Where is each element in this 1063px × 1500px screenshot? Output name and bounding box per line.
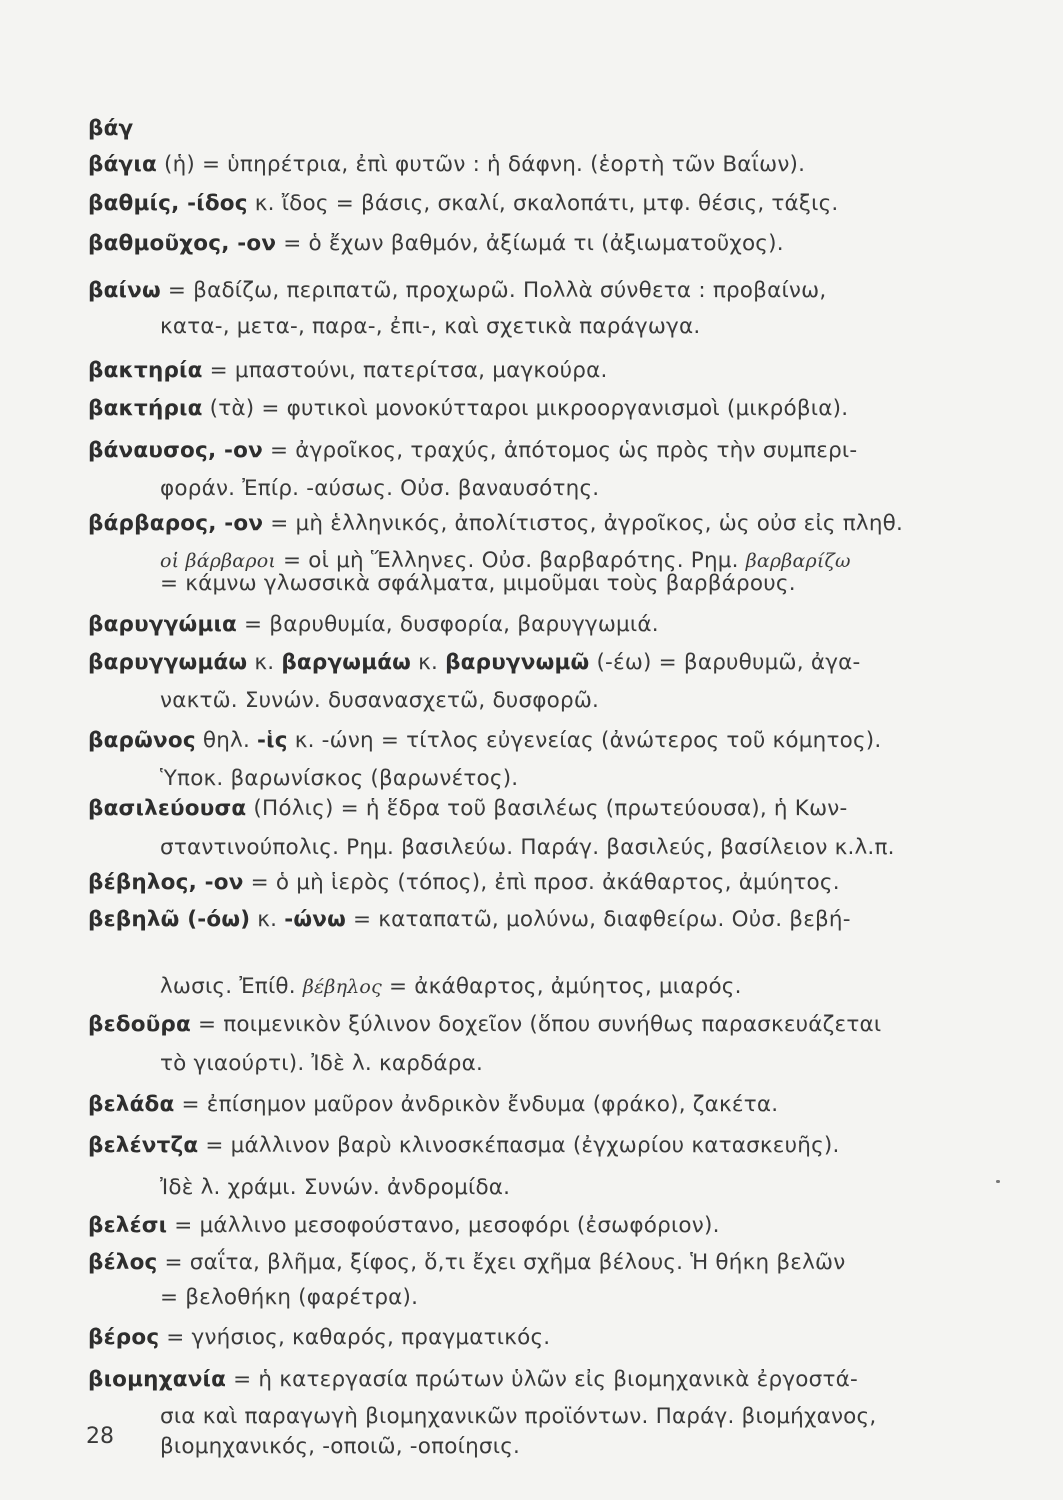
entry-continuation-line xyxy=(160,1404,876,1429)
headword: -ώνω xyxy=(284,907,346,932)
definition-text: (ἡ) = ὑπηρέτρια, ἐπὶ φυτῶν : ἡ δάφνη. (ἑορτὴ τῶν Βαΐων). xyxy=(156,152,806,177)
headword: βέλος xyxy=(88,1250,158,1275)
entry-continuation-line xyxy=(160,688,599,713)
definition-text: Ὑποκ. βαρωνίσκος (βαρωνέτος). xyxy=(160,766,519,791)
definition-text: = ἡ κατεργασία πρώτων ὑλῶν εἰς βιομηχανικὰ ἐργοστά- xyxy=(226,1367,858,1392)
entry-continuation-line xyxy=(160,314,700,339)
definition-text: κ. -ώνη = τίτλος εὐγενείας (ἀνώτερος τοῦ κόμητος). xyxy=(287,728,882,753)
definition-text: = βαρυθυμία, δυσφορία, βαρυγγωμιά. xyxy=(237,612,659,637)
headword: βακτήρια xyxy=(88,396,203,421)
entry-continuation-line xyxy=(160,1285,418,1310)
definition-text: = μπαστούνι, πατερίτσα, μαγκούρα. xyxy=(202,358,608,383)
entry-continuation-line xyxy=(160,1051,483,1076)
headword: βαρῶνος xyxy=(88,728,196,753)
entry-continuation-line xyxy=(160,1434,520,1459)
definition-text: = ὁ μὴ ἱερὸς (τόπος), ἐπὶ προσ. ἀκάθαρτος, ἀμύητος. xyxy=(243,870,840,895)
italic-term: οἱ βάρβαροι xyxy=(160,550,276,572)
headword: βεβηλῶ (-όω) xyxy=(88,907,251,932)
definition-text: (Πόλις) = ἡ ἕδρα τοῦ βασιλέως (πρωτεύουσα), ἡ Κων- xyxy=(246,796,848,821)
definition-text: κ. xyxy=(250,907,285,932)
headword: βάγ xyxy=(88,116,134,141)
entry-line xyxy=(88,612,659,637)
headword: βεδοῦρα xyxy=(88,1012,191,1037)
definition-text: νακτῶ. Συνών. δυσανασχετῶ, δυσφορῶ. xyxy=(160,688,600,713)
entry-line xyxy=(88,1367,858,1392)
headword: βάναυσος, -ον xyxy=(88,438,263,463)
definition-text: σια καὶ παραγωγὴ βιομηχανικῶν προϊόντων. Παράγ. βιομήχανος, xyxy=(160,1404,877,1429)
entry-line xyxy=(88,796,847,821)
definition-text: = οἱ μὴ Ἕλληνες. Οὐσ. βαρβαρότης. Ρημ. xyxy=(276,548,746,573)
headword: βαίνω xyxy=(88,278,161,303)
definition-text: = σαΐτα, βλῆμα, ξίφος, ὅ,τι ἔχει σχῆμα βέλους. Ἡ θήκη βελῶν xyxy=(157,1250,846,1275)
headword: βελάδα xyxy=(88,1092,175,1117)
definition-text: = γνήσιος, καθαρός, πραγματικός. xyxy=(159,1325,551,1350)
definition-text: = κάμνω γλωσσικὰ σφάλματα, μιμοῦμαι τοὺς βαρβάρους. xyxy=(160,571,796,596)
definition-text: = ποιμενικὸν ξύλινον δοχεῖον (ὅπου συνήθως παρασκευάζεται xyxy=(190,1012,882,1037)
headword: βελέντζα xyxy=(88,1133,199,1158)
definition-text: σταντινούπολις. Ρημ. βασιλεύω. Παράγ. βασιλεύς, βασίλειον κ.λ.π. xyxy=(160,835,895,860)
entry-line xyxy=(88,1092,778,1117)
entry-line xyxy=(88,511,903,536)
entry-continuation-line xyxy=(160,766,518,791)
definition-text: κατα-, μετα-, παρα-, ἐπι-, καὶ σχετικὰ παράγωγα. xyxy=(160,314,701,339)
definition-text: (τὰ) = φυτικοὶ μονοκύτταροι μικροοργανισμοὶ (μικρόβια). xyxy=(202,396,849,421)
headword: βέρος xyxy=(88,1325,160,1350)
entry-continuation-line xyxy=(160,571,796,596)
entry-continuation-line xyxy=(160,835,895,860)
entry-line xyxy=(88,278,826,303)
headword: -ἱς xyxy=(257,728,288,753)
entry-continuation-line xyxy=(160,1175,510,1200)
definition-text: = ὁ ἔχων βαθμόν, ἀξίωμά τι (ἀξιωματοῦχος). xyxy=(276,231,784,256)
definition-text: = βελοθήκη (φαρέτρα). xyxy=(160,1285,419,1310)
headword: βασιλεύουσα xyxy=(88,796,247,821)
headword: βαρυγγωμάω xyxy=(88,650,248,675)
headword: βάγια xyxy=(88,152,157,177)
entry-line xyxy=(88,191,838,216)
entry-line xyxy=(88,1325,550,1350)
definition-text: = μὴ ἑλληνικός, ἀπολίτιστος, ἀγροῖκος, ὡς οὐσ εἰς πληθ. xyxy=(263,511,904,536)
headword: βαρυγγώμια xyxy=(88,612,238,637)
entry-continuation-line xyxy=(160,548,851,573)
definition-text: Ἰδὲ λ. χράμι. Συνών. ἀνδρομίδα. xyxy=(160,1175,511,1200)
definition-text: = ἀγροῖκος, τραχύς, ἀπότομος ὡς πρὸς τὴν συμπερι- xyxy=(262,438,858,463)
definition-text: = ἐπίσημον μαῦρον ἀνδρικὸν ἔνδυμα (φράκο), ζακέτα. xyxy=(174,1092,779,1117)
definition-text: (-έω) = βαρυθυμῶ, ἀγα- xyxy=(589,650,861,675)
entry-line xyxy=(88,231,784,256)
entry-line xyxy=(88,438,857,463)
definition-text: κ. xyxy=(411,650,446,675)
headword: βιομηχανία xyxy=(88,1367,227,1392)
definition-text: = βαδίζω, περιπατῶ, προχωρῶ. Πολλὰ σύνθετα : προβαίνω, xyxy=(160,278,827,303)
definition-text: φοράν. Ἐπίρ. -αύσως. Οὐσ. βαναυσότης. xyxy=(160,476,600,501)
entry-line xyxy=(88,1012,881,1037)
entry-line xyxy=(88,650,860,675)
entry-line xyxy=(88,1250,845,1275)
headword: βακτηρία xyxy=(88,358,203,383)
definition-text: λωσις. Ἐπίθ. xyxy=(160,974,303,999)
definition-text: κ. ἴδος = βάσις, σκαλί, σκαλοπάτι, μτφ. θέσις, τάξις. xyxy=(247,191,839,216)
entry-line xyxy=(88,396,848,421)
italic-term: βαρβαρίζω xyxy=(745,550,851,572)
page-number: 28 xyxy=(86,1424,114,1449)
entry-line xyxy=(88,152,805,177)
headword: βαθμίς, -ίδος xyxy=(88,191,248,216)
entry-line xyxy=(88,116,133,141)
definition-text: = μάλλινον βαρὺ κλινοσκέπασμα (ἐγχωρίου κατασκευῆς). xyxy=(198,1133,840,1158)
definition-text: = μάλλινο μεσοφούστανο, μεσοφόρι (ἐσωφόριον). xyxy=(167,1213,720,1238)
headword: βαθμοῦχος, -ον xyxy=(88,231,277,256)
definition-text: = καταπατῶ, μολύνω, διαφθείρω. Οὐσ. βεβή- xyxy=(346,907,851,932)
definition-text: θηλ. xyxy=(195,728,258,753)
entry-continuation-line xyxy=(160,476,599,501)
italic-term: βέβηλος xyxy=(302,976,382,998)
entry-line xyxy=(88,358,608,383)
headword: βελέσι xyxy=(88,1213,168,1238)
definition-text: κ. xyxy=(247,650,282,675)
definition-text: τὸ γιαούρτι). Ἰδὲ λ. καρδάρα. xyxy=(160,1051,484,1076)
definition-text: = ἀκάθαρτος, ἀμύητος, μιαρός. xyxy=(381,974,742,999)
headword: βάρβαρος, -ον xyxy=(88,511,264,536)
entry-line xyxy=(88,728,881,753)
entry-line xyxy=(88,1133,840,1158)
entry-continuation-line xyxy=(160,974,742,999)
definition-text: βιομηχανικός, -οποιῶ, -οποίησις. xyxy=(160,1434,521,1459)
entry-line xyxy=(88,870,840,895)
ink-speck xyxy=(996,1180,1000,1183)
entry-line xyxy=(88,1213,720,1238)
headword: βαργωμάω xyxy=(281,650,412,675)
headword: βέβηλος, -ον xyxy=(88,870,244,895)
entry-line xyxy=(88,907,851,932)
headword: βαρυγνωμῶ xyxy=(445,650,590,675)
